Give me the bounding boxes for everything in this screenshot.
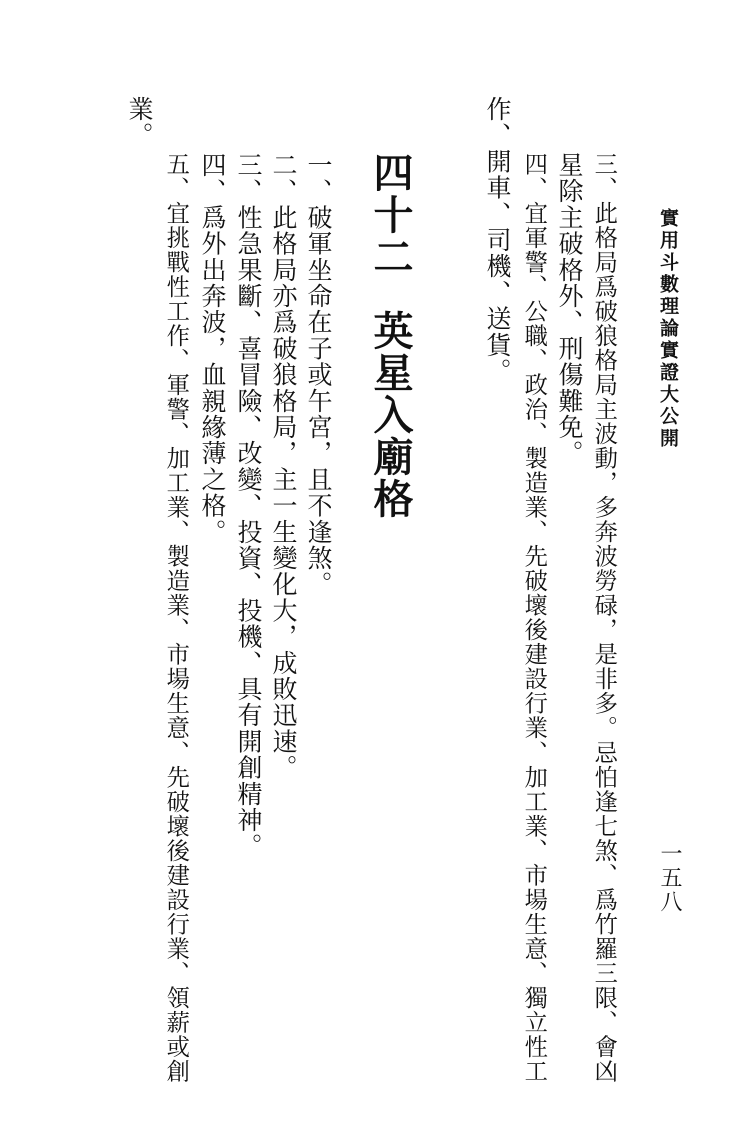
page-number: 一五八 (657, 842, 682, 914)
section-item-1: 一、破軍坐命在子或午宮，且不逢煞。 (304, 152, 333, 598)
running-header-title: 實用斗數理論實證大公開 (657, 208, 679, 450)
section-item-5: 五、宜挑戰性工作、軍警、加工業、製造業、市場生意、先破壞後建設行業、領薪或創 (162, 152, 190, 1084)
section-item-5-continued: 業。 (125, 96, 154, 149)
prev-item-3: 三、此格局爲破狼格局主波動，多奔波勞碌，是非多。忌怕逢七煞、爲竹羅三限、會凶 (590, 152, 618, 1084)
prev-item-4: 四、宜軍警、公職、政治、製造業、先破壞後建設行業、加工業、市場生意、獨立性工 (520, 152, 548, 1084)
section-title: 英星入廟格 (367, 310, 413, 520)
section-number: 四十二 (367, 152, 413, 278)
section-item-3: 三、性急果斷、喜冒險、改變、投資、投機、具有開創精神。 (234, 152, 263, 860)
section-heading (367, 152, 413, 520)
section-item-4: 四、爲外出奔波，血親緣薄之格。 (198, 152, 227, 545)
prev-item-4-continued: 作、開車、司機、送貨。 (483, 96, 512, 385)
section-item-2: 二、此格局亦爲破狼格局，主一生變化大，成敗迅速。 (269, 152, 298, 781)
prev-item-3-continued: 星除主破格外、刑傷難免。 (555, 152, 584, 467)
